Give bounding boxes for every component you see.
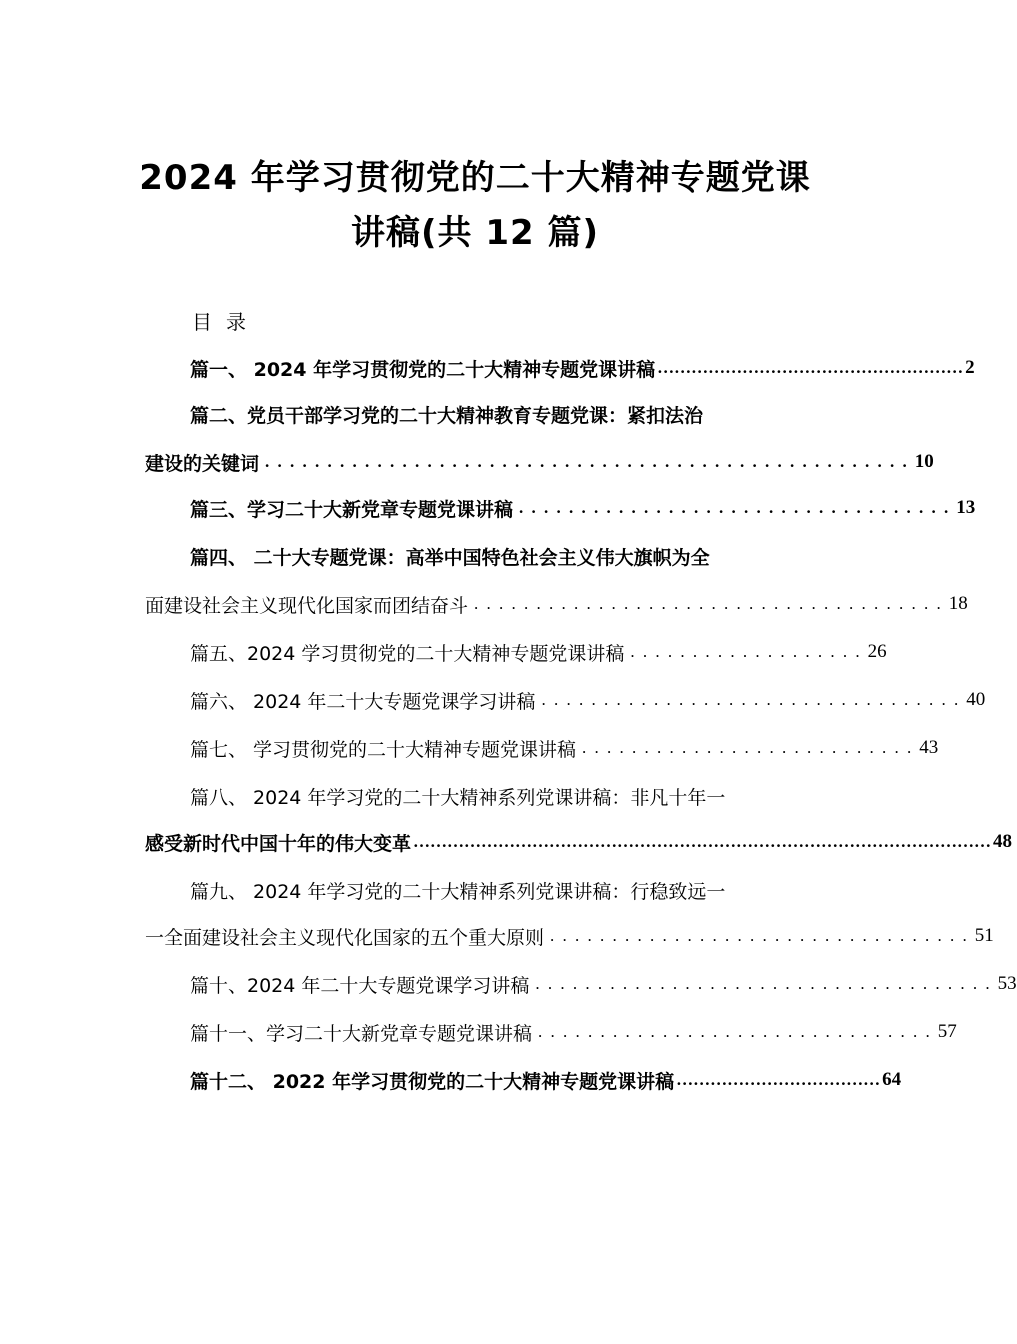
toc-entry-6[interactable] [145, 684, 986, 716]
toc-entry-label: 面建设社会主义现代化国家而团结奋斗 [145, 594, 469, 617]
toc-leader: ………………………………………………………………………………………… [413, 832, 992, 851]
toc-entry-page: 10 [914, 451, 934, 472]
toc-entry-label: 感受新时代中国十年的伟大变革 [145, 832, 412, 855]
toc-entry-page: 13 [956, 497, 976, 518]
toc-entry-8-cont[interactable] [145, 826, 1013, 858]
toc-entry-label: 篇九、 2024 年学习党的二十大精神系列党课讲稿：行稳致远一 [190, 880, 726, 903]
toc-entry-label: 篇十二、 2022 年学习贯彻党的二十大精神专题党课讲稿 [190, 1070, 675, 1093]
toc-leader: . . . . . . . . . . . . . . . . . . . . . . . . . . . . . . . . . . . [519, 498, 951, 517]
toc-entry-page: 2 [965, 357, 975, 378]
toc-leader: . . . . . . . . . . . . . . . . . . . . . . . . . . . . . . . . . . . . . . . . . . . . . . . . . . . . [265, 452, 909, 471]
toc-entry-label: 篇三、学习二十大新党章专题党课讲稿 [190, 498, 514, 521]
toc-entry-2[interactable] [145, 398, 801, 430]
toc-entry-label: 建设的关键词 [145, 452, 260, 475]
toc-leader: . . . . . . . . . . . . . . . . . . . . . . . . . . . [582, 738, 914, 757]
toc-entry-label: 篇五、2024 学习贯彻党的二十大精神专题党课讲稿 [190, 642, 625, 665]
toc-entry-page: 53 [997, 973, 1017, 994]
document-title-line-2: 讲稿(共 12 篇) [350, 213, 600, 253]
toc-entry-page: 64 [882, 1069, 902, 1090]
toc-entry-8[interactable] [145, 780, 801, 812]
toc-entry-2-cont[interactable] [145, 446, 934, 478]
toc-entry-1[interactable] [145, 352, 975, 384]
toc-entry-page: 18 [948, 593, 968, 614]
toc-leader: . . . . . . . . . . . . . . . . . . . . . . . . . . . . . . . . . . . . . . [474, 594, 943, 613]
toc-entry-label: 篇十、2024 年二十大专题党课学习讲稿 [190, 974, 530, 997]
toc-entry-page: 57 [937, 1021, 957, 1042]
toc-entry-label: 篇十一、学习二十大新党章专题党课讲稿 [190, 1022, 533, 1045]
toc-leader: . . . . . . . . . . . . . . . . . . . . . . . . . . . . . . . . . . . . . [535, 974, 992, 993]
toc-entry-page: 48 [993, 831, 1013, 852]
toc-entry-label: 篇八、 2024 年学习党的二十大精神系列党课讲稿：非凡十年一 [190, 786, 726, 809]
toc-entry-label: 一全面建设社会主义现代化国家的五个重大原则 [145, 926, 545, 949]
toc-leader: . . . . . . . . . . . . . . . . . . . [630, 642, 862, 661]
toc-entry-page: 26 [867, 641, 887, 662]
toc-entry-4[interactable] [145, 540, 801, 572]
toc-leader: . . . . . . . . . . . . . . . . . . . . . . . . . . . . . . . . . . [541, 690, 961, 709]
toc-leader: ……………………………… [676, 1070, 881, 1089]
toc-entry-label: 篇六、 2024 年二十大专题党课学习讲稿 [190, 690, 536, 713]
toc-entry-10[interactable] [145, 968, 1017, 1000]
document-title-line-1: 2024 年学习贯彻党的二十大精神专题党课 [139, 158, 811, 198]
toc-leader: . . . . . . . . . . . . . . . . . . . . . . . . . . . . . . . . . . [550, 926, 969, 945]
toc-leader: . . . . . . . . . . . . . . . . . . . . . . . . . . . . . . . . [538, 1022, 932, 1041]
toc-entry-12[interactable] [145, 1064, 902, 1096]
toc-entry-page: 51 [974, 925, 994, 946]
toc-entry-label: 篇二、党员干部学习党的二十大精神教育专题党课：紧扣法治 [190, 404, 704, 427]
toc-heading: 目录 [192, 310, 260, 334]
toc-entry-label: 篇四、 二十大专题党课：高举中国特色社会主义伟大旗帜为全 [190, 546, 710, 569]
toc-entry-page: 40 [966, 689, 986, 710]
toc-entry-7[interactable] [145, 732, 939, 764]
toc-entry-11[interactable] [145, 1016, 957, 1048]
toc-entry-page: 43 [919, 737, 939, 758]
toc-entry-3[interactable] [145, 492, 976, 524]
toc-entry-label: 篇一、 2024 年学习贯彻党的二十大精神专题党课讲稿 [190, 358, 656, 381]
toc-entry-4-cont[interactable] [145, 588, 968, 620]
toc-entry-9-cont[interactable] [145, 920, 994, 952]
toc-leader: ……………………………………………… [657, 358, 964, 377]
toc-entry-9[interactable] [145, 874, 801, 906]
toc-entry-5[interactable] [145, 636, 887, 668]
toc-entry-label: 篇七、 学习贯彻党的二十大精神专题党课讲稿 [190, 738, 577, 761]
